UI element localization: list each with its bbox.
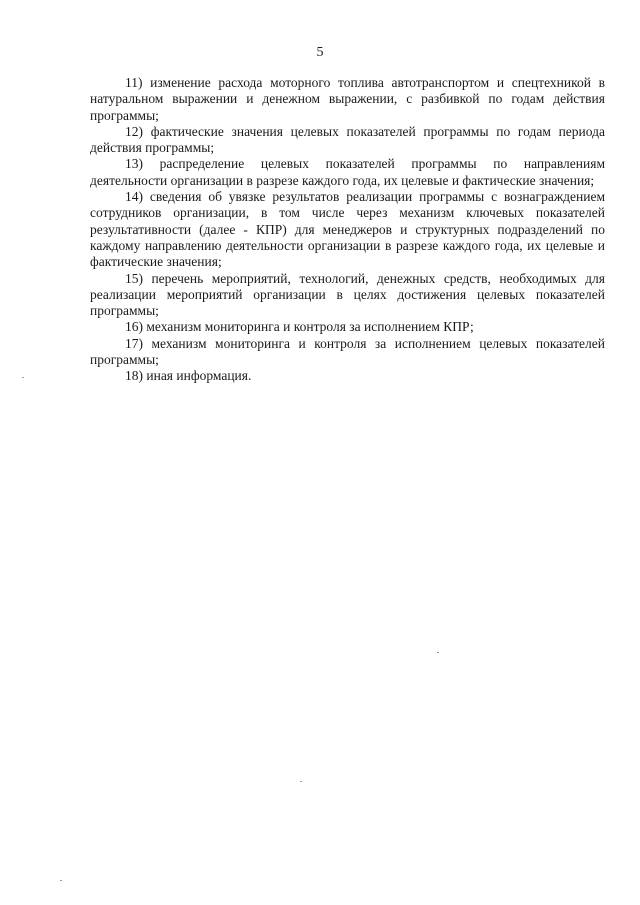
list-item-16: 16) механизм мониторинга и контроля за исполнением КПР; <box>125 319 474 335</box>
list-item-15: 15) перечень мероприятий, технологий, денежных средств, необходимых для реализации мероприятий организации в целях достижения целевых показателей программы; <box>90 270 605 319</box>
document-body <box>90 75 605 385</box>
page-number: 5 <box>316 45 324 60</box>
list-item-11: 11) изменение расхода моторного топлива автотранспортом и спецтехникой в натуральном выражении и денежном выражении, с разбивкой по годам действия программы; <box>90 75 605 123</box>
list-item-13: 13) распределение целевых показателей программы по направлениям деятельности организации в разрезе каждого года, их целевые и фактические значения; <box>90 156 605 188</box>
list-item-18: 18) иная информация. <box>125 368 252 384</box>
scan-speck <box>60 880 62 881</box>
list-item-12: 12) фактические значения целевых показателей программы по годам периода действия программы; <box>90 123 605 156</box>
scan-speck <box>300 781 302 782</box>
list-item-17: 17) механизм мониторинга и контроля за исполнением целевых показателей программы; <box>90 335 605 368</box>
scan-speck <box>437 652 439 653</box>
list-item-14: 14) сведения об увязке результатов реализации программы с вознаграждением сотрудников организации, в том числе через механизм ключевых показателей результативности (далее - КПР) для менеджеров и структурных подразделений по каждому направлению деятельности организации в разрезе каждого года, их целевые и фактические значения; <box>90 189 605 270</box>
scan-speck <box>22 377 24 378</box>
